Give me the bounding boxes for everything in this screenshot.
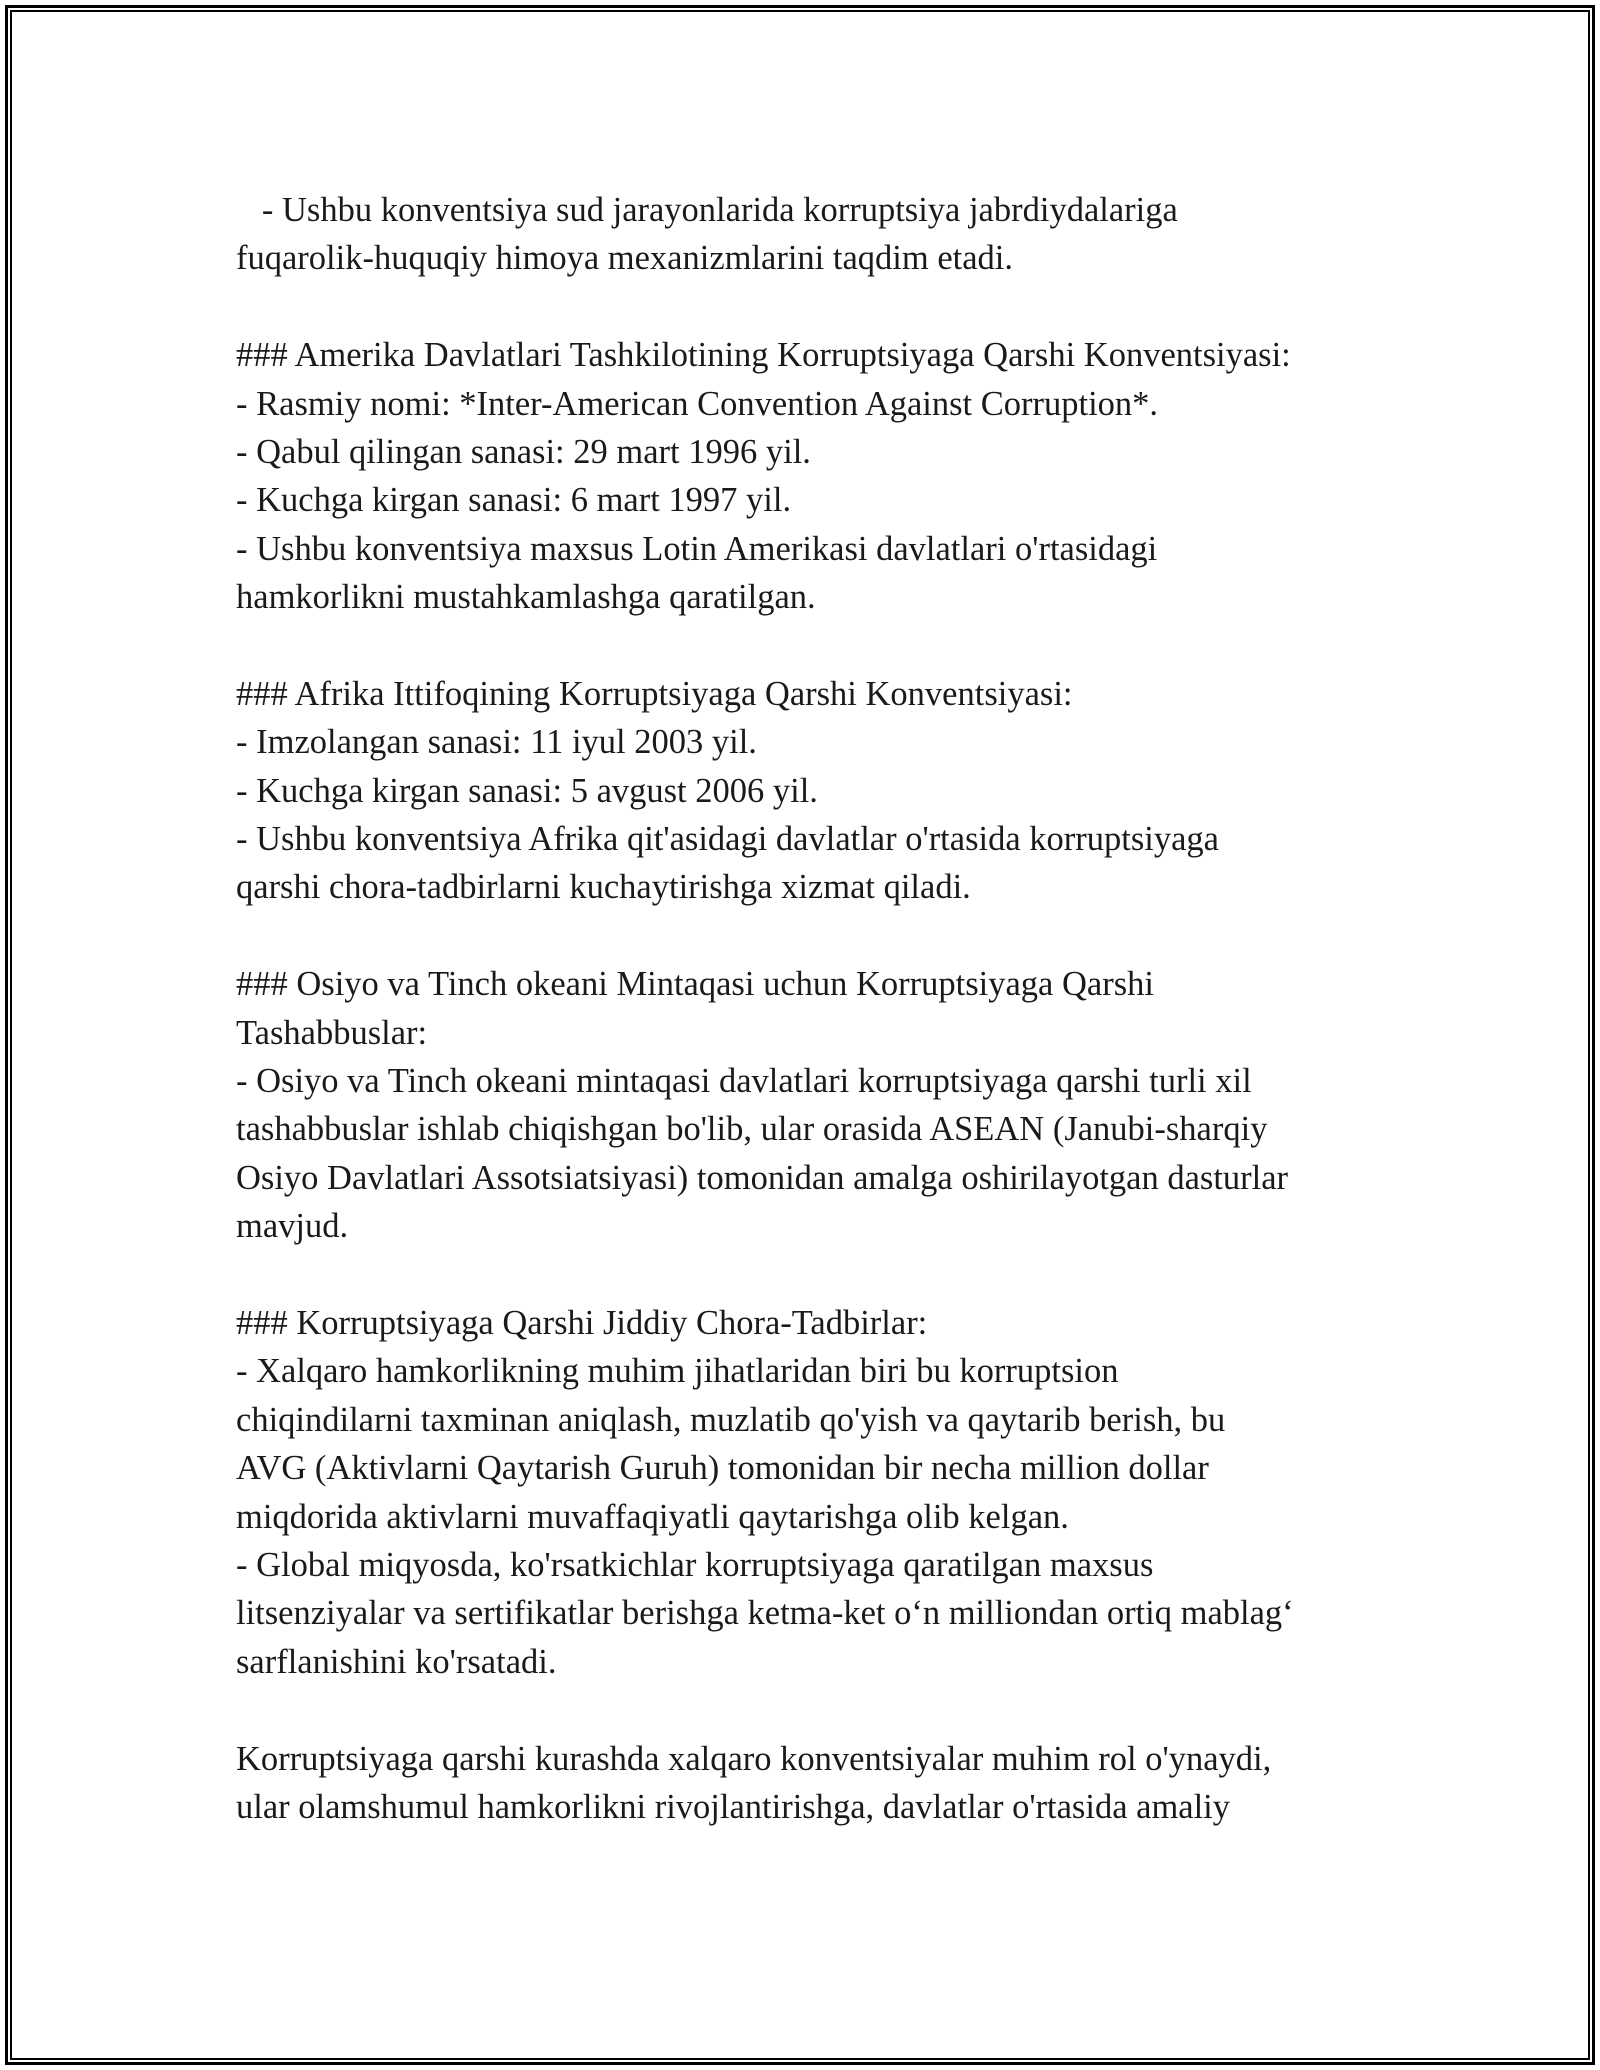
text-line: - Ushbu konventsiya maxsus Lotin Amerikasi davlatlari o'rtasidagi — [236, 529, 1158, 568]
paragraph-gap — [236, 283, 1386, 331]
paragraph-gap — [236, 1686, 1386, 1734]
text-line: - Kuchga kirgan sanasi: 6 mart 1997 yil. — [236, 481, 792, 520]
document-section — [236, 670, 1386, 912]
section-heading-line: ### Osiyo va Tinch okeani Mintaqasi uchun Korruptsiyaga Qarshi — [236, 965, 1154, 1004]
text-line: chiqindilarni taxminan aniqlash, muzlatib qo'yish va qaytarib berish, bu — [236, 1400, 1226, 1439]
document-section — [236, 1299, 1386, 1686]
text-line: sarflanishini ko'rsatadi. — [236, 1642, 557, 1681]
section-heading-line: ### Afrika Ittifoqining Korruptsiyaga Qarshi Konventsiyasi: — [236, 674, 1073, 713]
paragraph-gap — [236, 912, 1386, 960]
paragraph-gap — [236, 622, 1386, 670]
text-line: hamkorlikni mustahkamlashga qaratilgan. — [236, 578, 816, 617]
document-section — [236, 331, 1386, 621]
text-line: miqdorida aktivlarni muvaffaqiyatli qaytarishga olib kelgan. — [236, 1497, 1069, 1536]
text-line: ular olamshumul hamkorlikni rivojlantirishga, davlatlar o'rtasida amaliy — [236, 1787, 1231, 1826]
text-line: AVG (Aktivlarni Qaytarish Guruh) tomonidan bir necha million dollar — [236, 1449, 1209, 1488]
text-line: qarshi chora-tadbirlarni kuchaytirishga xizmat qiladi. — [236, 868, 971, 907]
text-line: litsenziyalar va sertifikatlar berishga ketma-ket o‘n milliondan ortiq mablag‘ — [236, 1594, 1294, 1633]
text-line: - Imzolangan sanasi: 11 iyul 2003 yil. — [236, 723, 757, 762]
text-line: - Xalqaro hamkorlikning muhim jihatlaridan biri bu korruptsion — [236, 1352, 1119, 1391]
text-line: - Qabul qilingan sanasi: 29 mart 1996 yil. — [236, 432, 811, 471]
text-line: - Rasmiy nomi: *Inter-American Convention Against Corruption*. — [236, 384, 1159, 423]
text-line: Tashabbuslar: — [236, 1013, 428, 1052]
text-line: - Kuchga kirgan sanasi: 5 avgust 2006 yil. — [236, 771, 818, 810]
text-line: fuqarolik-huquqiy himoya mexanizmlarini taqdim etadi. — [236, 239, 1014, 278]
section-heading-line: ### Korruptsiyaga Qarshi Jiddiy Chora-Tadbirlar: — [236, 1303, 928, 1342]
text-line: Korruptsiyaga qarshi kurashda xalqaro konventsiyalar muhim rol o'ynaydi, — [236, 1739, 1272, 1778]
text-line: tashabbuslar ishlab chiqishgan bo'lib, ular orasida ASEAN (Janubi-sharqiy — [236, 1110, 1268, 1149]
text-line: - Ushbu konventsiya Afrika qit'asidagi davlatlar o'rtasida korruptsiyaga — [236, 820, 1219, 859]
text-line: mavjud. — [236, 1207, 349, 1246]
text-line: - Ushbu konventsiya sud jarayonlarida korruptsiya jabrdiydalariga — [236, 191, 1178, 229]
document-paragraph — [236, 186, 1386, 283]
document-section — [236, 960, 1386, 1250]
text-line: - Osiyo va Tinch okeani mintaqasi davlatlari korruptsiyaga qarshi turli xil — [236, 1062, 1252, 1101]
document-paragraph — [236, 1735, 1386, 1832]
paragraph-gap — [236, 1251, 1386, 1299]
text-line: - Global miqyosda, ko'rsatkichlar korruptsiyaga qaratilgan maxsus — [236, 1545, 1154, 1584]
section-heading-line: ### Amerika Davlatlari Tashkilotining Korruptsiyaga Qarshi Konventsiyasi: — [236, 336, 1291, 375]
text-line: Osiyo Davlatlari Assotsiatsiyasi) tomonidan amalga oshirilayotgan dasturlar — [236, 1158, 1289, 1197]
document-body — [236, 186, 1386, 1831]
